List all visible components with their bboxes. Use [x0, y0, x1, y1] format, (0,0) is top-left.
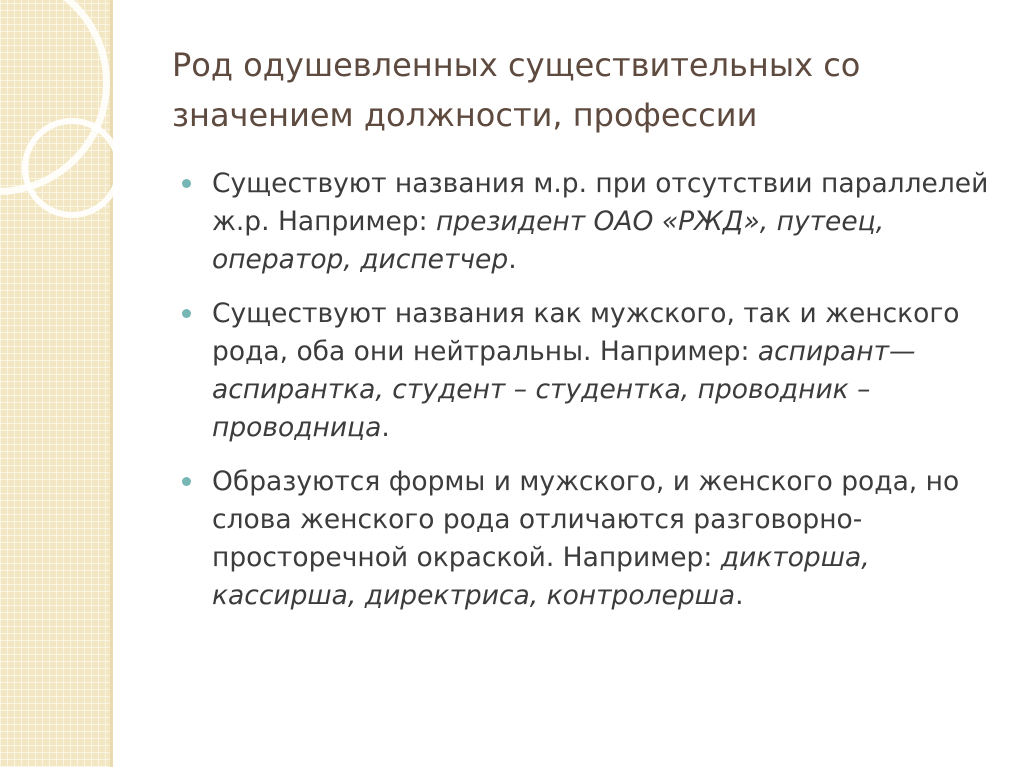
bullet-end: .	[735, 580, 744, 611]
bullet-end: .	[508, 244, 517, 275]
decorative-rings	[0, 0, 125, 767]
bullet-item	[182, 295, 997, 447]
bullet-examples: аспирант—аспирантка, студент – студентка, проводник – проводница	[212, 336, 916, 443]
slide-title: Род одушевленных существительных со значением должности, профессии	[172, 46, 861, 134]
bullet-text: Существуют названия как мужского, так и женского рода, оба они нейтральны. Например:	[212, 298, 960, 367]
bullet-dot-icon	[182, 179, 191, 188]
bullet-dot-icon	[182, 309, 191, 318]
bullet-text: Существуют названия м.р. при отсутствии параллелей ж.р. Например:	[212, 168, 989, 237]
bullet-text: Образуются формы и мужского, и женского рода, но слова женского рода отличаются разговорно-просторечной окраской. Например:	[212, 466, 960, 573]
bullet-end: .	[381, 412, 390, 443]
bullet-item	[182, 463, 997, 615]
bullet-examples: дикторша, кассирша, директриса, контролерша	[212, 542, 870, 611]
bullet-dot-icon	[182, 477, 191, 486]
bullet-list	[182, 165, 997, 631]
small-ring-decoration	[22, 118, 122, 218]
bullet-item	[182, 165, 997, 279]
bullet-examples: президент ОАО «РЖД», путеец, оператор, диспетчер	[212, 206, 885, 275]
